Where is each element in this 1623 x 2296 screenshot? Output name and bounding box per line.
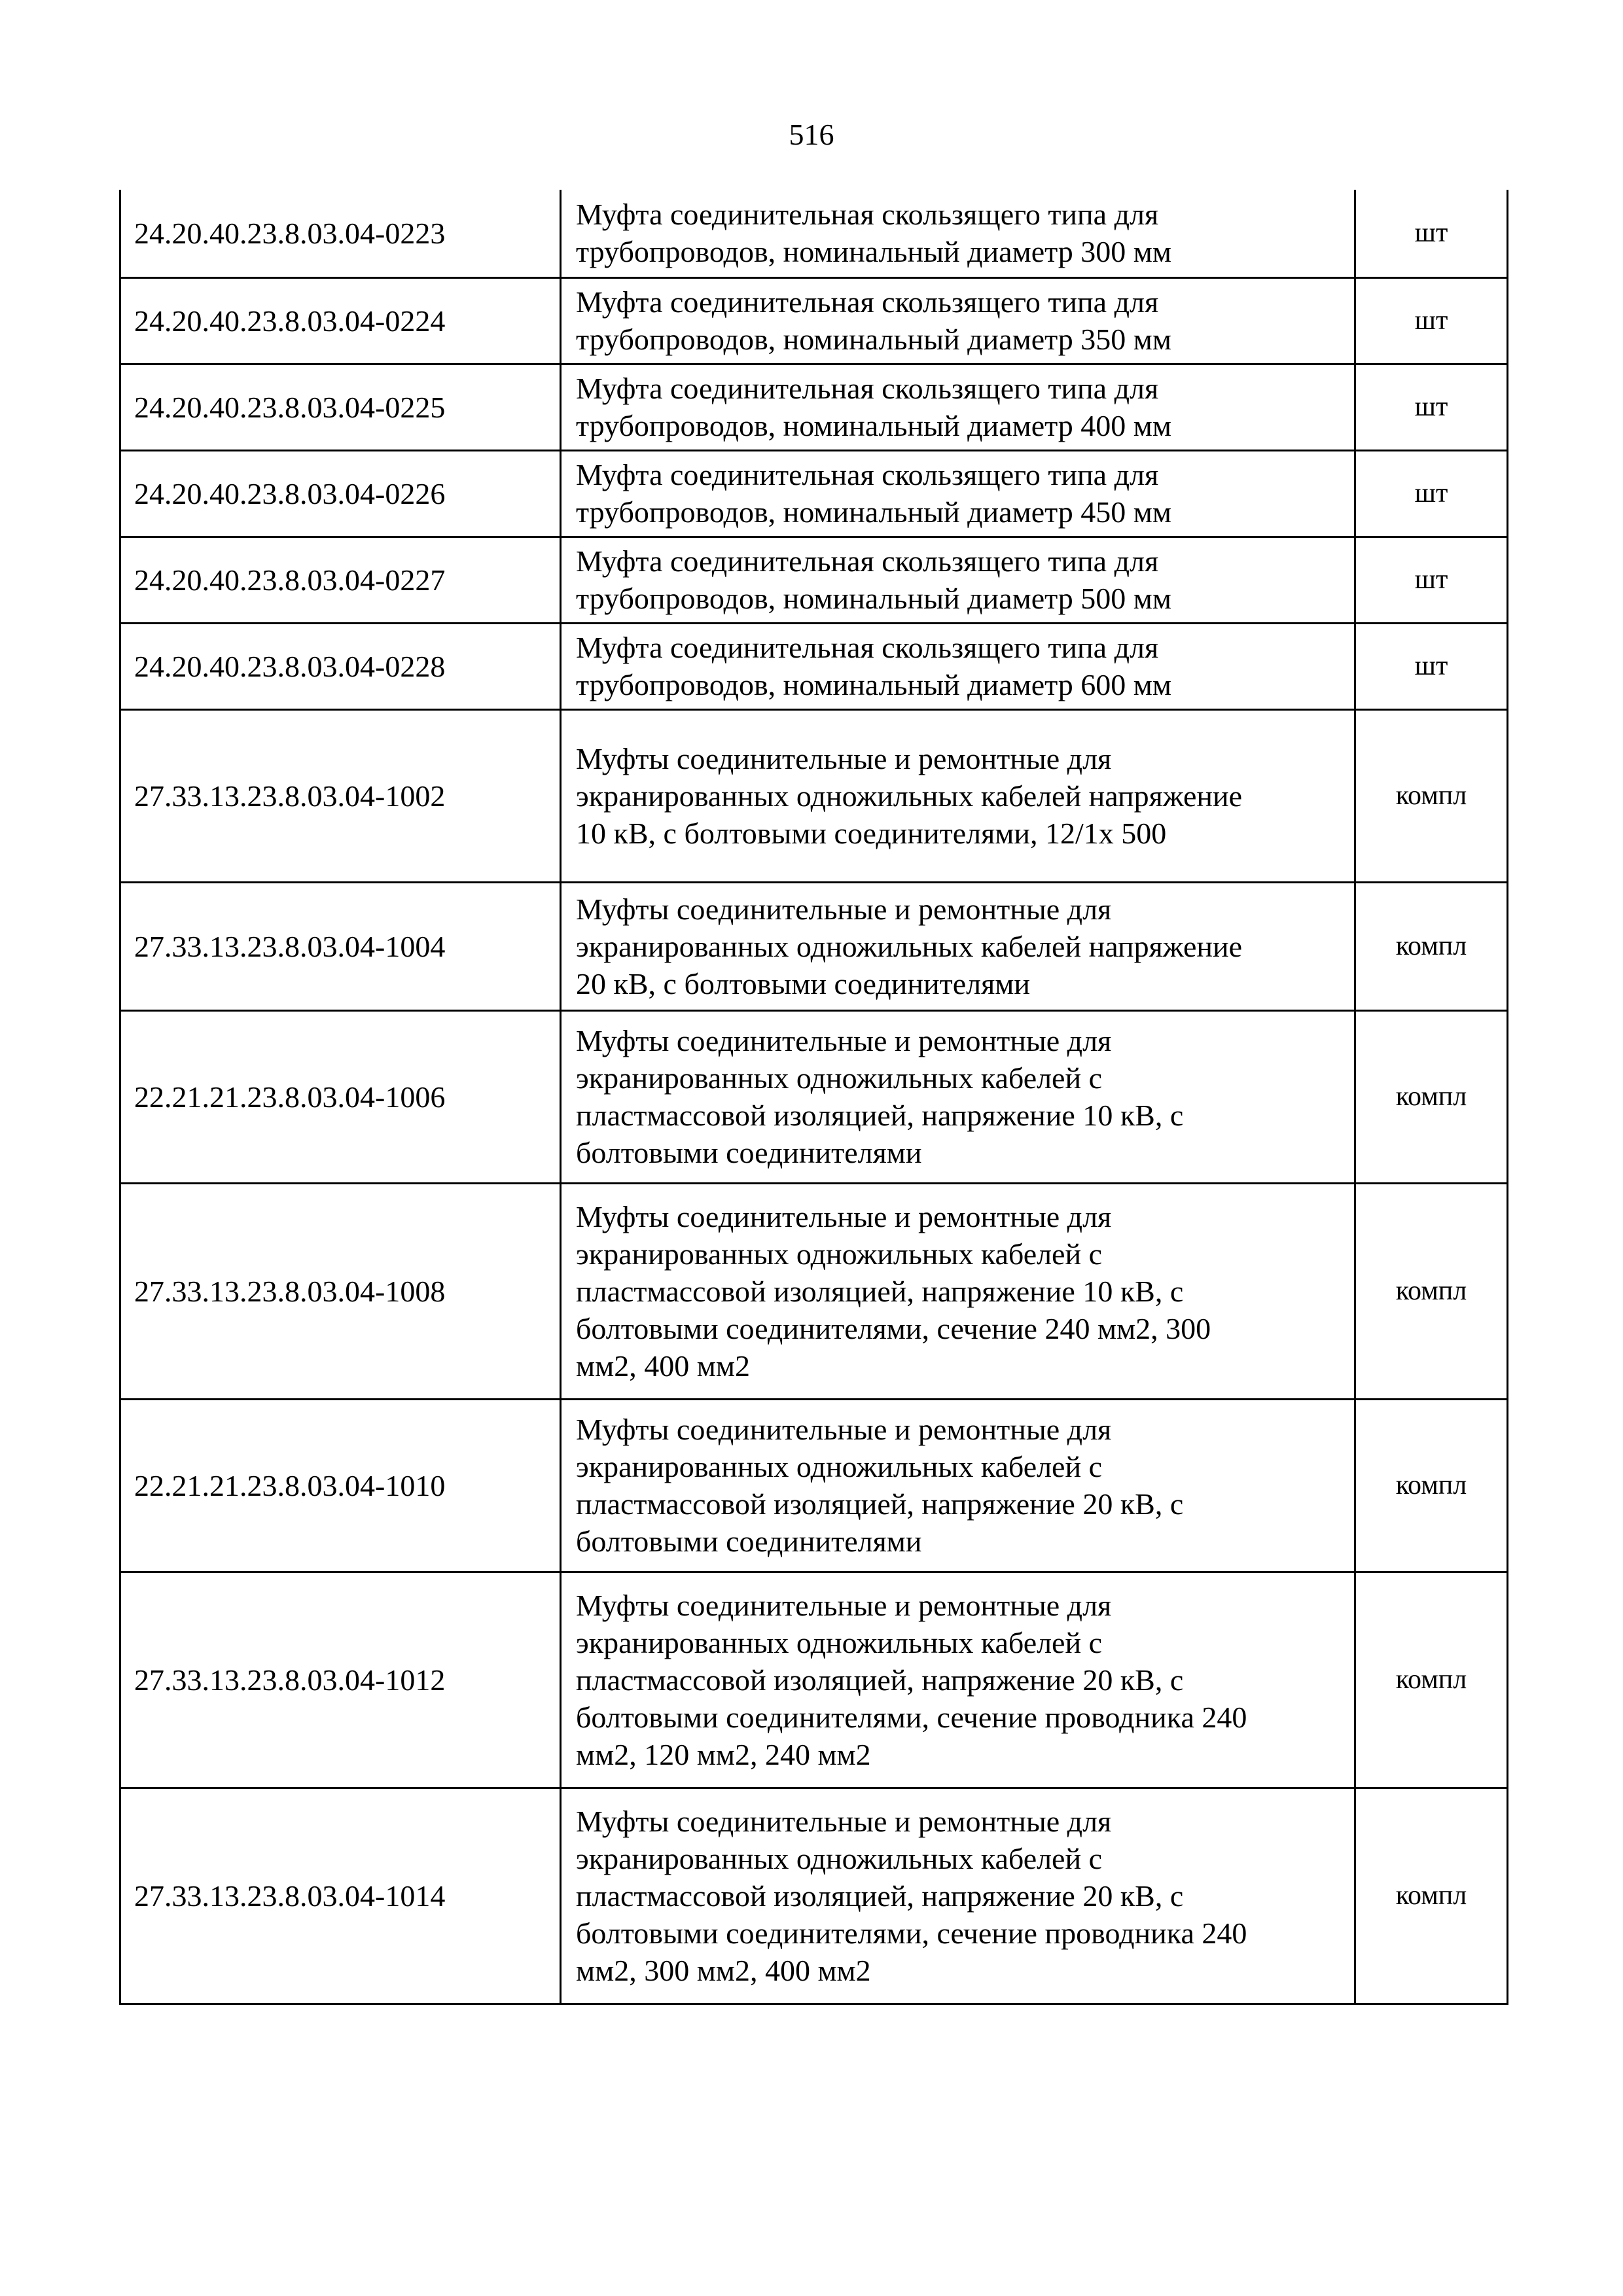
description-line: экранированных одножильных кабелей с	[576, 1061, 1103, 1095]
resource-description-cell	[561, 190, 1355, 277]
resource-code-cell: 22.21.21.23.8.03.04-1010	[120, 1399, 561, 1572]
unit-cell: шт	[1355, 364, 1508, 450]
resource-description-cell	[561, 1183, 1355, 1399]
table-row	[120, 709, 1508, 882]
resource-code-cell: 22.21.21.23.8.03.04-1006	[120, 1010, 561, 1183]
description-line: трубопроводов, номинальный диаметр 500 мм	[576, 582, 1172, 615]
description-line: Муфты соединительные и ремонтные для	[576, 1588, 1112, 1622]
description-line: трубопроводов, номинальный диаметр 450 мм	[576, 495, 1172, 529]
description-line: Муфта соединительная скользящего типа для	[576, 631, 1159, 664]
description-line: пластмассовой изоляцией, напряжение 10 кВ, с	[576, 1099, 1184, 1132]
table-row	[120, 623, 1508, 709]
resource-description-cell	[561, 1399, 1355, 1572]
description-line: экранированных одножильных кабелей напряжение	[576, 779, 1243, 813]
unit-cell: компл	[1355, 1788, 1508, 2004]
resource-description-cell	[561, 537, 1355, 623]
description-line: Муфты соединительные и ремонтные для	[576, 1024, 1112, 1057]
resource-code-cell: 27.33.13.23.8.03.04-1004	[120, 882, 561, 1010]
unit-cell: компл	[1355, 1572, 1508, 1788]
materials-table	[119, 190, 1508, 2005]
resource-code-cell: 24.20.40.23.8.03.04-0228	[120, 623, 561, 709]
description-line: Муфты соединительные и ремонтные для	[576, 892, 1112, 926]
description-line: трубопроводов, номинальный диаметр 400 мм	[576, 409, 1172, 442]
description-line: пластмассовой изоляцией, напряжение 20 кВ, с	[576, 1487, 1184, 1521]
description-line: экранированных одножильных кабелей с	[576, 1450, 1103, 1483]
table-row	[120, 882, 1508, 1010]
resource-code-cell: 27.33.13.23.8.03.04-1002	[120, 709, 561, 882]
unit-cell: компл	[1355, 709, 1508, 882]
unit-cell: шт	[1355, 277, 1508, 364]
description-line: болтовыми соединителями, сечение проводника 240	[576, 1916, 1247, 1950]
unit-cell: шт	[1355, 190, 1508, 277]
page-number: 516	[789, 118, 834, 151]
table-row	[120, 1183, 1508, 1399]
resource-code-cell: 24.20.40.23.8.03.04-0223	[120, 190, 561, 277]
description-line: Муфта соединительная скользящего типа для	[576, 285, 1159, 319]
table-row	[120, 1788, 1508, 2004]
description-line: Муфта соединительная скользящего типа для	[576, 544, 1159, 578]
resource-description-cell	[561, 1010, 1355, 1183]
unit-cell: компл	[1355, 1183, 1508, 1399]
table-row	[120, 277, 1508, 364]
description-line: пластмассовой изоляцией, напряжение 20 кВ, с	[576, 1663, 1184, 1697]
description-line: Муфта соединительная скользящего типа для	[576, 198, 1159, 232]
resource-description-cell	[561, 364, 1355, 450]
resource-code-cell: 27.33.13.23.8.03.04-1014	[120, 1788, 561, 2004]
description-line: мм2, 120 мм2, 240 мм2	[576, 1737, 871, 1771]
unit-cell: компл	[1355, 1399, 1508, 1572]
resource-description-cell	[561, 277, 1355, 364]
description-line: болтовыми соединителями, сечение проводника 240	[576, 1700, 1247, 1734]
description-line: Муфты соединительные и ремонтные для	[576, 1413, 1112, 1446]
description-line: пластмассовой изоляцией, напряжение 10 кВ, с	[576, 1274, 1184, 1308]
resource-code-cell: 24.20.40.23.8.03.04-0224	[120, 277, 561, 364]
description-line: Муфты соединительные и ремонтные для	[576, 1804, 1112, 1838]
description-line: экранированных одножильных кабелей с	[576, 1625, 1103, 1659]
description-line: Муфты соединительные и ремонтные для	[576, 1199, 1112, 1233]
table-row	[120, 364, 1508, 450]
unit-cell: шт	[1355, 623, 1508, 709]
table-row	[120, 537, 1508, 623]
resource-code-cell: 24.20.40.23.8.03.04-0226	[120, 450, 561, 537]
unit-cell: шт	[1355, 450, 1508, 537]
description-line: трубопроводов, номинальный диаметр 600 мм	[576, 668, 1172, 701]
description-line: экранированных одножильных кабелей напряжение	[576, 929, 1243, 963]
description-line: болтовыми соединителями	[576, 1525, 922, 1558]
unit-cell: шт	[1355, 537, 1508, 623]
description-line: экранированных одножильных кабелей с	[576, 1841, 1103, 1875]
resource-description-cell	[561, 709, 1355, 882]
resource-code-cell: 27.33.13.23.8.03.04-1012	[120, 1572, 561, 1788]
resource-code-cell: 24.20.40.23.8.03.04-0227	[120, 537, 561, 623]
resource-code-cell: 27.33.13.23.8.03.04-1008	[120, 1183, 561, 1399]
description-line: трубопроводов, номинальный диаметр 300 мм	[576, 235, 1172, 269]
resource-description-cell	[561, 623, 1355, 709]
unit-cell: компл	[1355, 882, 1508, 1010]
description-line: мм2, 300 мм2, 400 мм2	[576, 1953, 871, 1987]
resource-description-cell	[561, 1788, 1355, 2004]
table-row	[120, 1572, 1508, 1788]
description-line: 10 кВ, с болтовыми соединителями, 12/1х 500	[576, 816, 1167, 850]
table-row	[120, 1010, 1508, 1183]
resource-description-cell	[561, 450, 1355, 537]
description-line: 20 кВ, с болтовыми соединителями	[576, 966, 1030, 1000]
description-line: мм2, 400 мм2	[576, 1349, 750, 1383]
description-line: болтовыми соединителями	[576, 1136, 922, 1169]
description-line: болтовыми соединителями, сечение 240 мм2, 300	[576, 1311, 1211, 1345]
table-row	[120, 190, 1508, 277]
table-row	[120, 1399, 1508, 1572]
description-line: экранированных одножильных кабелей с	[576, 1237, 1103, 1271]
unit-cell: компл	[1355, 1010, 1508, 1183]
resource-code-cell: 24.20.40.23.8.03.04-0225	[120, 364, 561, 450]
table-row	[120, 450, 1508, 537]
description-line: Муфты соединительные и ремонтные для	[576, 741, 1112, 775]
description-line: трубопроводов, номинальный диаметр 350 мм	[576, 323, 1172, 356]
description-line: Муфта соединительная скользящего типа для	[576, 458, 1159, 491]
description-line: Муфта соединительная скользящего типа для	[576, 372, 1159, 405]
resource-description-cell	[561, 1572, 1355, 1788]
resource-description-cell	[561, 882, 1355, 1010]
description-line: пластмассовой изоляцией, напряжение 20 кВ, с	[576, 1879, 1184, 1913]
